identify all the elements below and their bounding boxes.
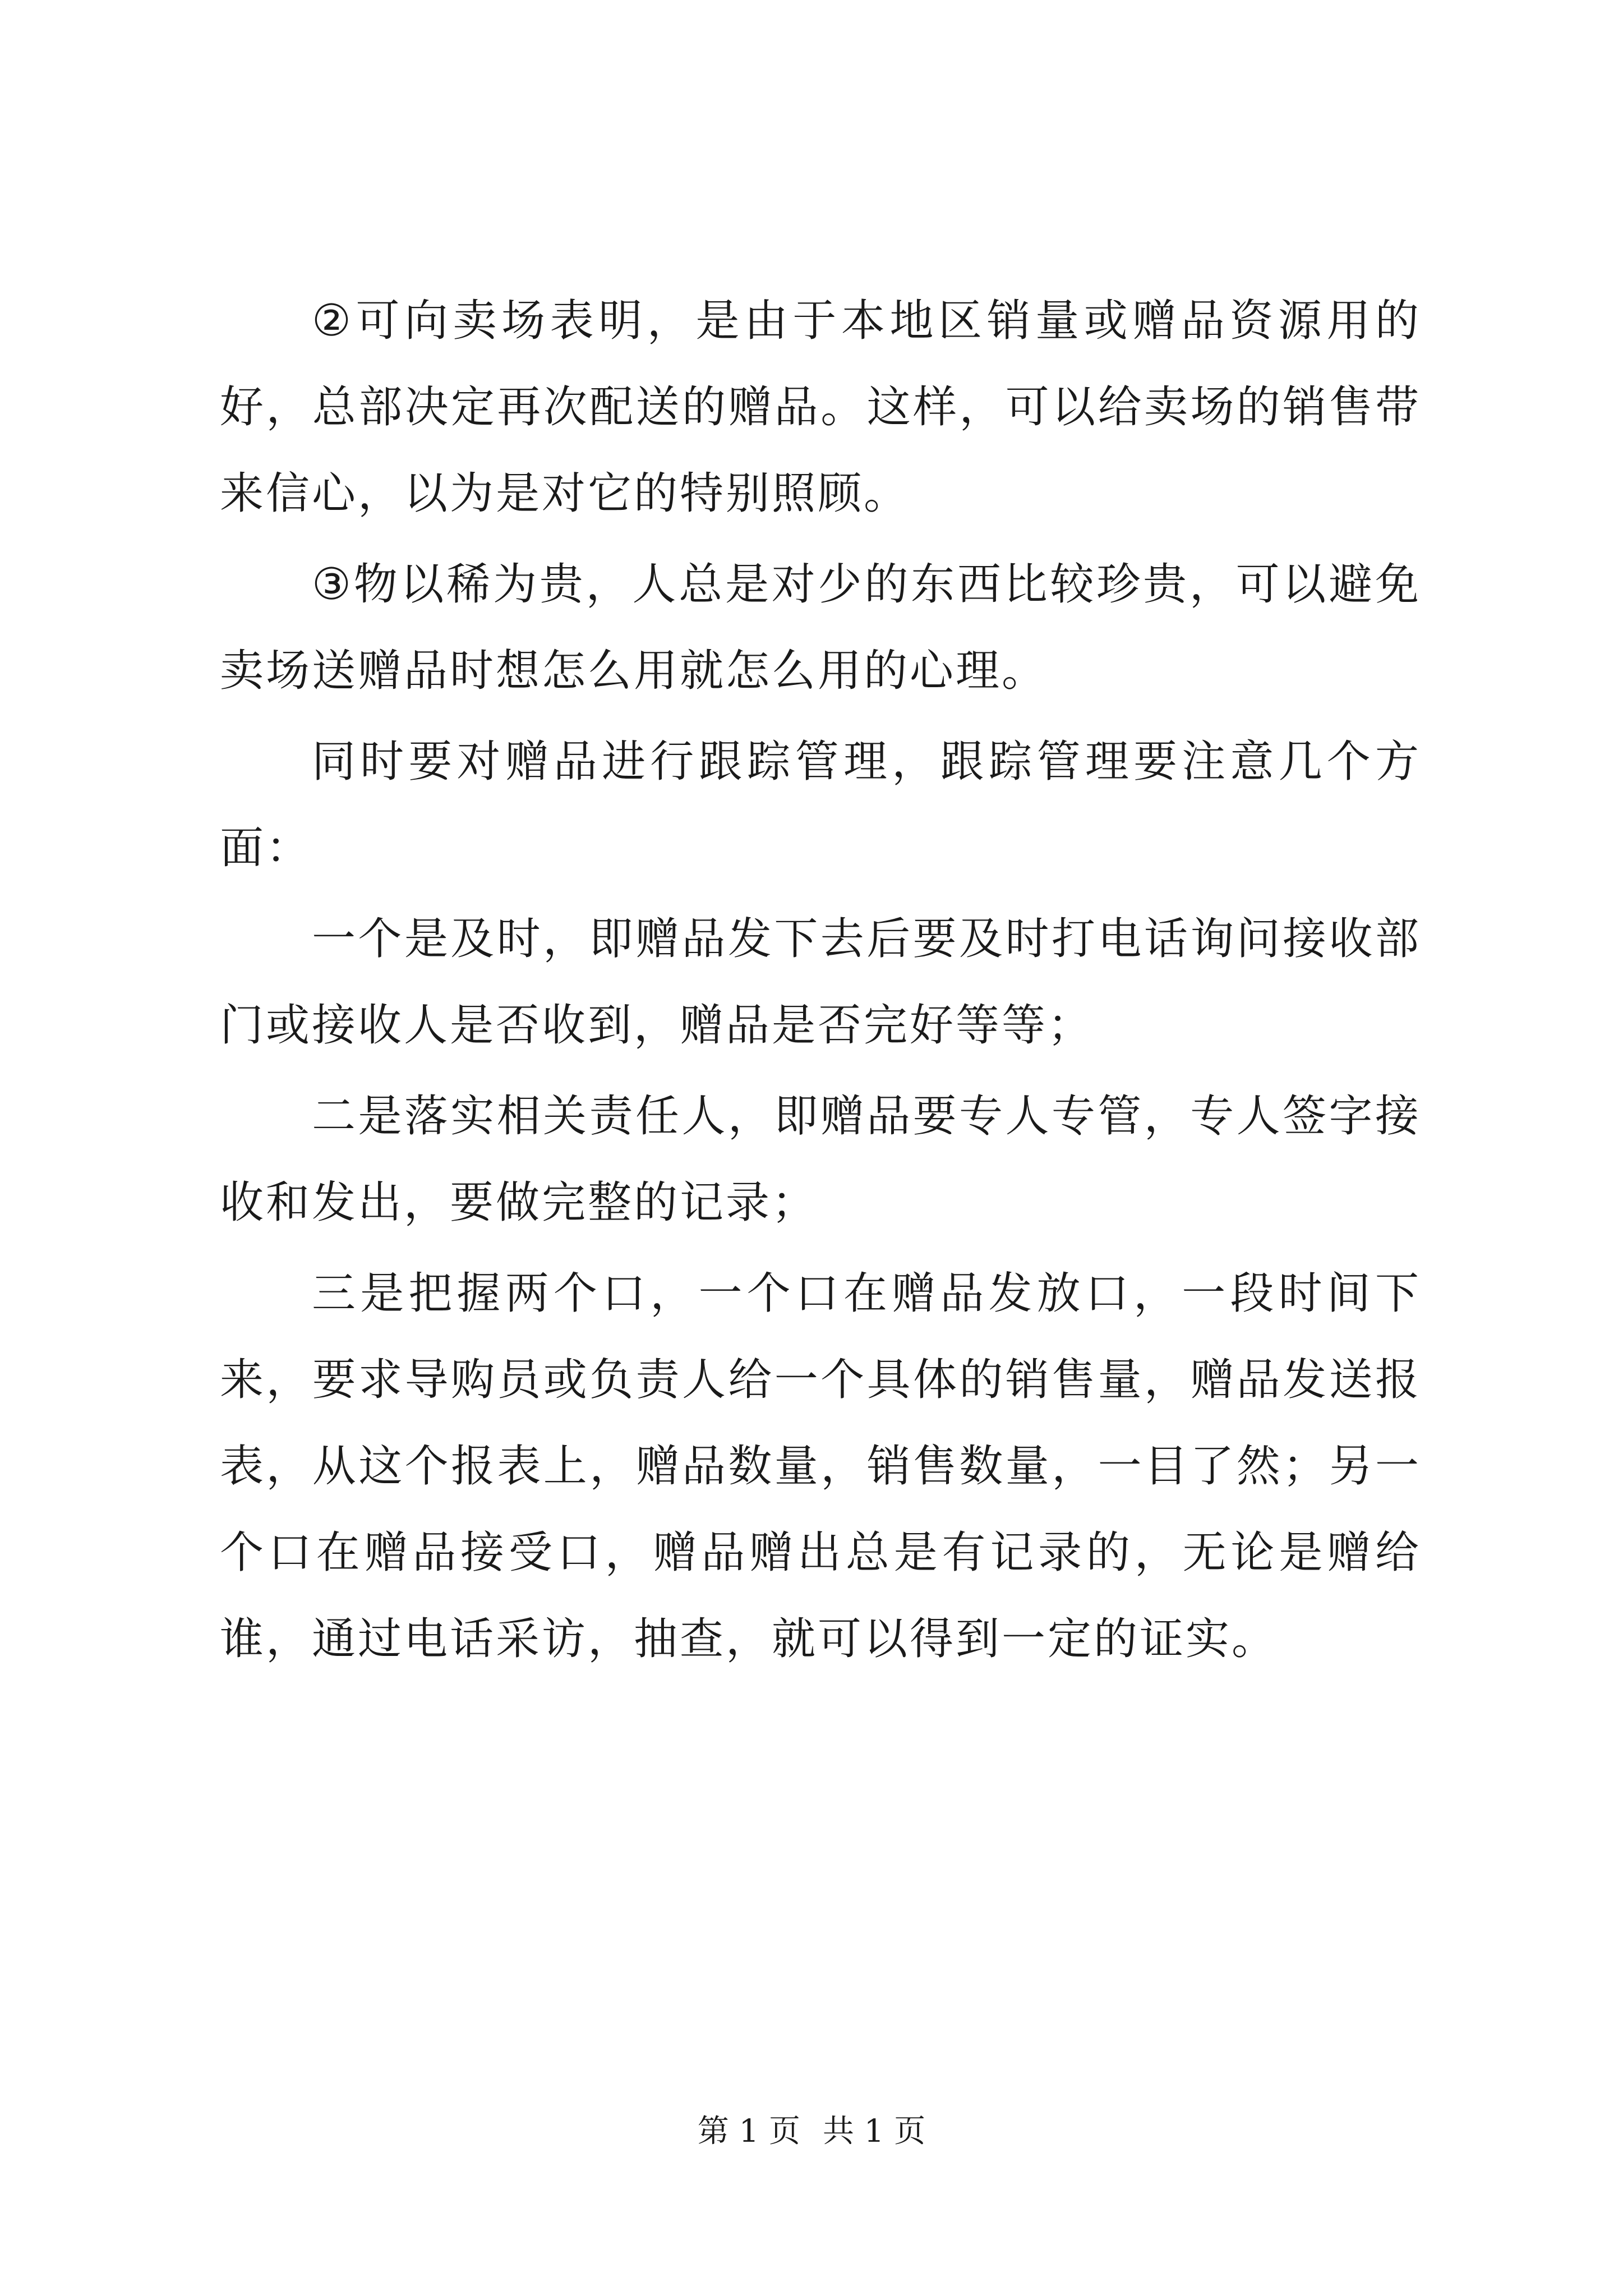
paragraph-tracking-two-points: 三是把握两个口，一个口在赠品发放口，一段时间下来，要求导购员或负责人给一个具体的销售量，赠品发送报表，从这个报表上，赠品数量，销售数量，一目了然；另一个口在赠品接受口，赠品赠出总是有记录的，无论是赠给谁，通过电话采访，抽查，就可以得到一定的证实。: [220, 1268, 1421, 1664]
page-total: 共 1 页: [823, 2113, 926, 2150]
paragraph-gift-reason-3: ③物以稀为贵，人总是对少的东西比较珍贵，可以避免卖场送赠品时想怎么用就怎么用的心理。: [220, 559, 1421, 696]
document-body: [220, 278, 1421, 1687]
paragraph-tracking-timely: 一个是及时，即赠品发下去后要及时打电话询问接收部门或接收人是否收到，赠品是否完好等等；: [220, 914, 1421, 1051]
page-footer: [0, 2109, 1623, 2154]
paragraph-gift-reason-2: ②可向卖场表明，是由于本地区销量或赠品资源用的好，总部决定再次配送的赠品。这样，可以给卖场的销售带来信心，以为是对它的特别照顾。: [220, 296, 1421, 519]
paragraph-tracking-intro: 同时要对赠品进行跟踪管理，跟踪管理要注意几个方面：: [220, 737, 1421, 873]
page-number: 第 1 页: [697, 2113, 800, 2150]
paragraph-tracking-responsibility: 二是落实相关责任人，即赠品要专人专管，专人签字接收和发出，要做完整的记录；: [220, 1091, 1421, 1228]
